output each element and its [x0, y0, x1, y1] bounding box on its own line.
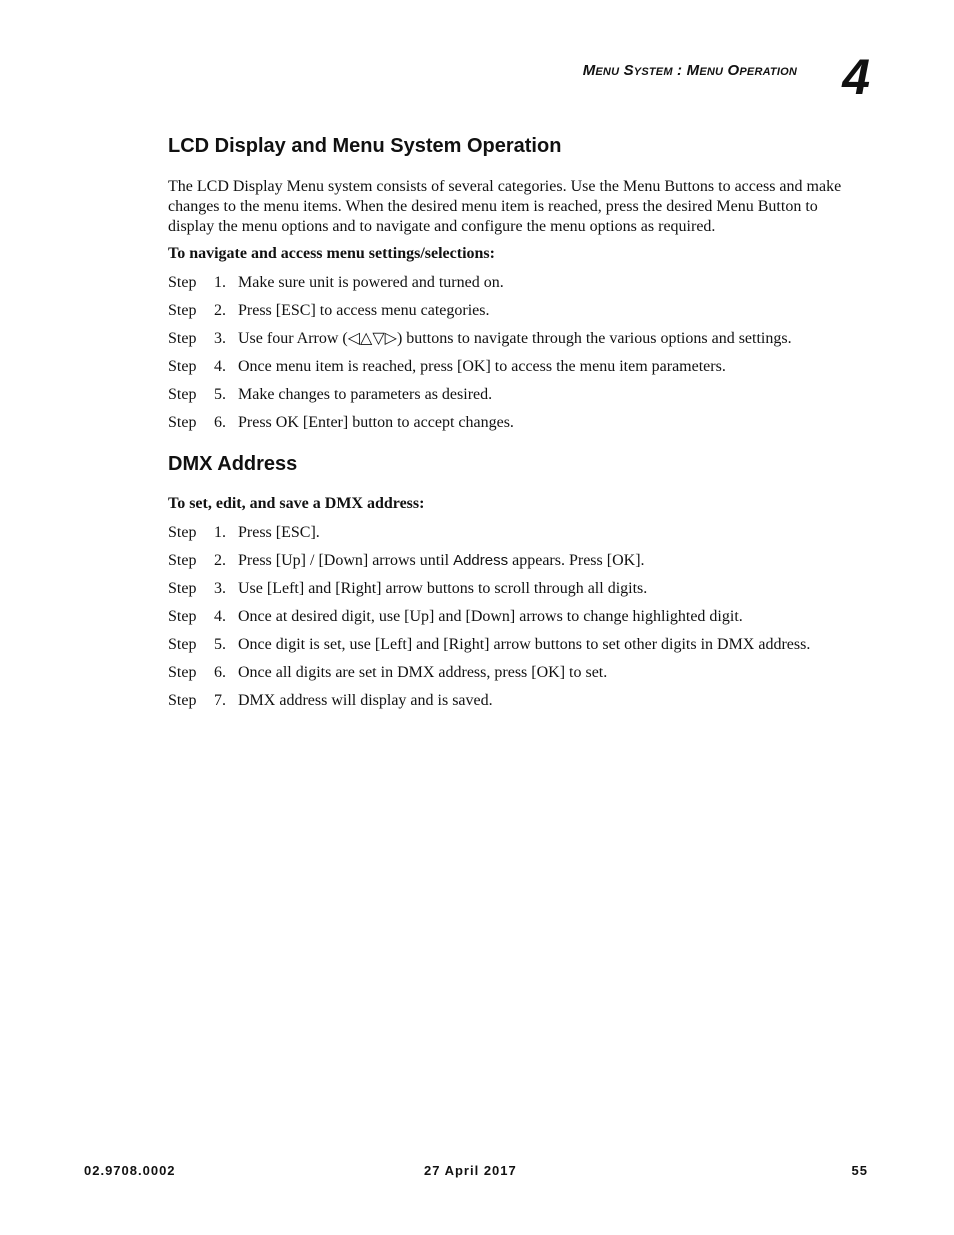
- step-item: [168, 273, 868, 301]
- step-item: [168, 607, 868, 635]
- step-item: [168, 579, 868, 607]
- step-label: Step: [168, 608, 197, 625]
- step-text: Make changes to parameters as desired.: [238, 386, 493, 403]
- step-number: 7.: [214, 692, 226, 709]
- step-label: Step: [168, 302, 197, 319]
- procedure-title-navigate: To navigate and access menu settings/selections:: [168, 245, 495, 262]
- step-text-after: appears. Press [OK].: [508, 552, 645, 569]
- step-label: Step: [168, 552, 197, 569]
- step-label: Step: [168, 358, 197, 375]
- step-number: 2.: [214, 302, 226, 319]
- running-header: Menu System : Menu Operation: [582, 62, 797, 79]
- step-item: [168, 663, 868, 691]
- step-number: 1.: [214, 274, 226, 291]
- step-item: [168, 413, 868, 441]
- procedure-title-dmx: To set, edit, and save a DMX address:: [168, 495, 425, 512]
- step-label: Step: [168, 692, 197, 709]
- step-number: 6.: [214, 414, 226, 431]
- menu-item-name: Address: [453, 552, 509, 569]
- step-number: 3.: [214, 330, 226, 347]
- step-item: [168, 385, 868, 413]
- step-number: 5.: [214, 636, 226, 653]
- step-item: [168, 635, 868, 663]
- step-item: [168, 523, 868, 551]
- step-text-before: Press [Up] / [Down] arrows until: [238, 552, 454, 569]
- step-label: Step: [168, 274, 197, 291]
- step-label: Step: [168, 580, 197, 597]
- step-label: Step: [168, 330, 197, 347]
- step-text: Press OK [Enter] button to accept changes.: [238, 414, 514, 431]
- step-text: Once menu item is reached, press [OK] to access the menu item parameters.: [238, 358, 726, 375]
- navigate-steps-list: [168, 273, 868, 441]
- step-item: [168, 691, 868, 719]
- step-number: 1.: [214, 524, 226, 541]
- step-text: Use four Arrow (◁△▽▷) buttons to navigate through the various options and settings.: [238, 330, 792, 347]
- step-label: Step: [168, 664, 197, 681]
- step-text: Make sure unit is powered and turned on.: [238, 274, 504, 291]
- dmx-steps-list: [168, 523, 868, 719]
- footer-page-number: 55: [851, 1163, 868, 1178]
- step-item: [168, 301, 868, 329]
- step-label: Step: [168, 636, 197, 653]
- step-number: 5.: [214, 386, 226, 403]
- step-item: [168, 329, 868, 357]
- step-number: 4.: [214, 358, 226, 375]
- step-text: Press [ESC] to access menu categories.: [238, 302, 490, 319]
- step-text: [238, 551, 645, 571]
- footer-date: 27 April 2017: [424, 1163, 517, 1178]
- step-text: DMX address will display and is saved.: [238, 692, 493, 709]
- footer-doc-number: 02.9708.0002: [84, 1163, 176, 1178]
- intro-paragraph: The LCD Display Menu system consists of several categories. Use the Menu Buttons to access and make changes to the menu items. When the desired menu item is reached, press the desired Menu Button to display the menu options and to navigate and configure the menu options as required.: [168, 178, 842, 235]
- section-heading-lcd: LCD Display and Menu System Operation: [168, 135, 562, 157]
- step-number: 3.: [214, 580, 226, 597]
- step-label: Step: [168, 414, 197, 431]
- step-text: Once all digits are set in DMX address, press [OK] to set.: [238, 664, 608, 681]
- step-item: [168, 357, 868, 385]
- step-number: 2.: [214, 552, 226, 569]
- step-number: 4.: [214, 608, 226, 625]
- step-number: 6.: [214, 664, 226, 681]
- step-text: Use [Left] and [Right] arrow buttons to scroll through all digits.: [238, 580, 648, 597]
- chapter-number: 4: [842, 49, 870, 105]
- step-label: Step: [168, 524, 197, 541]
- step-label: Step: [168, 386, 197, 403]
- step-text: Once at desired digit, use [Up] and [Down] arrows to change highlighted digit.: [238, 608, 743, 625]
- section-heading-dmx: DMX Address: [168, 453, 298, 475]
- step-text: Press [ESC].: [238, 524, 320, 541]
- step-text: Once digit is set, use [Left] and [Right] arrow buttons to set other digits in DMX address.: [238, 636, 811, 653]
- step-item: [168, 551, 868, 579]
